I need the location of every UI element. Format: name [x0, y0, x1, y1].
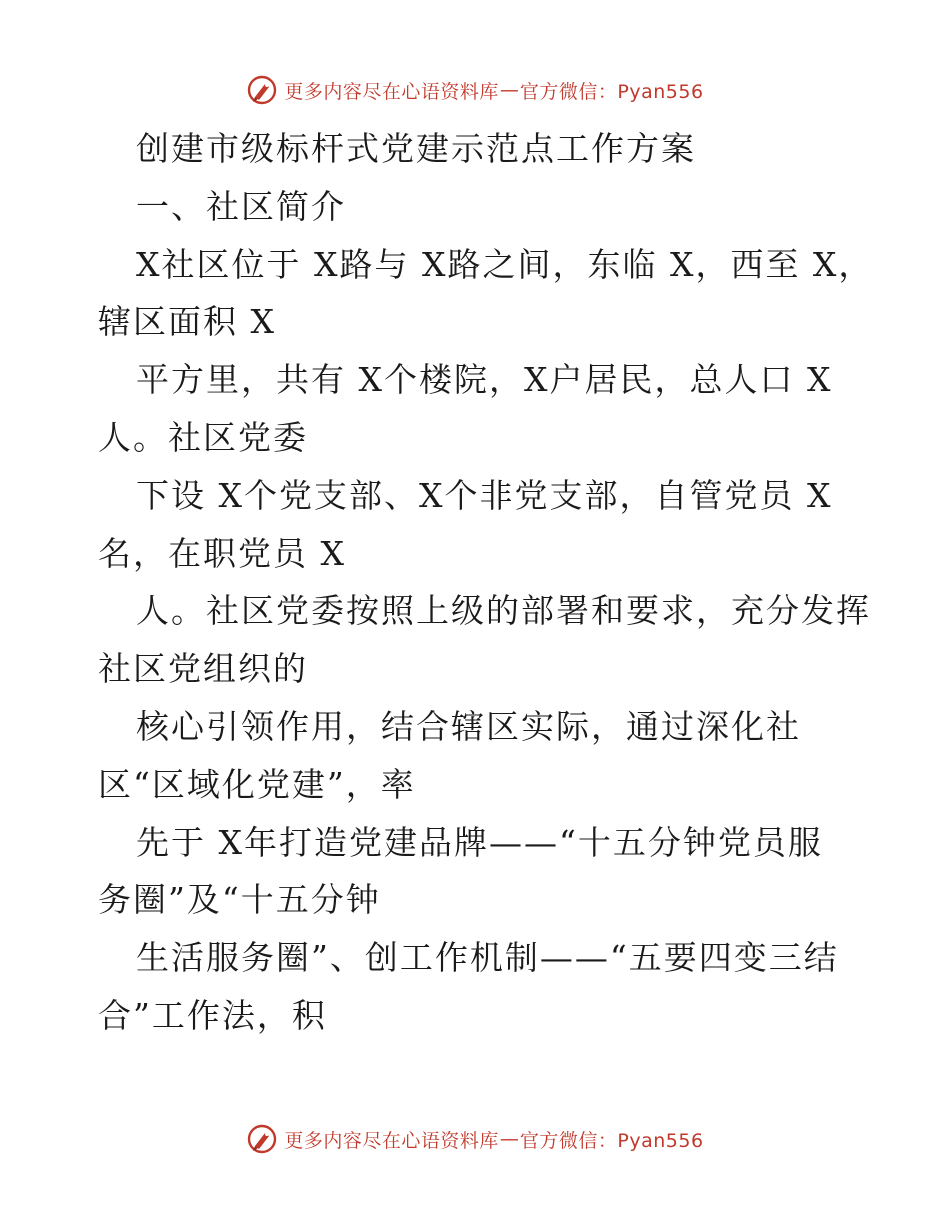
paragraph-line: 人。社区党委按照上级的部署和要求，充分发挥	[136, 591, 871, 631]
section-heading: 一、社区简介	[136, 186, 346, 226]
watermark-contact: 官方微信：Pyan556	[519, 1129, 704, 1152]
paragraph-line: 人。社区党委	[98, 417, 308, 457]
watermark-brand: 更多内容尽在心语资料库	[284, 80, 499, 103]
watermark-separator: —	[499, 1128, 519, 1150]
watermark-contact: 官方微信：Pyan556	[519, 80, 704, 103]
paragraph-line: 核心引领作用，结合辖区实际，通过深化社	[136, 706, 801, 746]
paragraph-line: 合”工作法，积	[98, 995, 327, 1035]
document-title: 创建市级标杆式党建示范点工作方案	[136, 129, 696, 168]
paragraph-line: 社区党组织的	[98, 649, 308, 689]
paragraph-line: 区“区域化党建”，率	[98, 764, 416, 804]
pen-circle-logo-icon	[246, 74, 278, 106]
paragraph-line: 辖区面积 X	[98, 302, 276, 342]
document-body	[98, 120, 874, 1045]
paragraph-line: 平方里，共有 X个楼院，X户居民，总人口 X	[136, 360, 833, 400]
paragraph-line: 下设 X个党支部、X个非党支部，自管党员 X	[136, 475, 833, 515]
header-watermark	[0, 70, 950, 110]
paragraph-line: 生活服务圈”、创工作机制——“五要四变三结	[136, 938, 839, 978]
footer-watermark	[0, 1119, 950, 1159]
paragraph-line: 名，在职党员 X	[98, 533, 346, 573]
paragraph-line: 务圈”及“十五分钟	[98, 880, 381, 920]
paragraph-line: X社区位于 X路与 X路之间，东临 X，西至 X，	[136, 244, 874, 284]
paragraph-line: 先于 X年打造党建品牌——“十五分钟党员服	[136, 822, 823, 862]
watermark-brand: 更多内容尽在心语资料库	[284, 1129, 499, 1152]
pen-circle-logo-icon	[246, 1123, 278, 1155]
watermark-separator: —	[499, 79, 519, 101]
